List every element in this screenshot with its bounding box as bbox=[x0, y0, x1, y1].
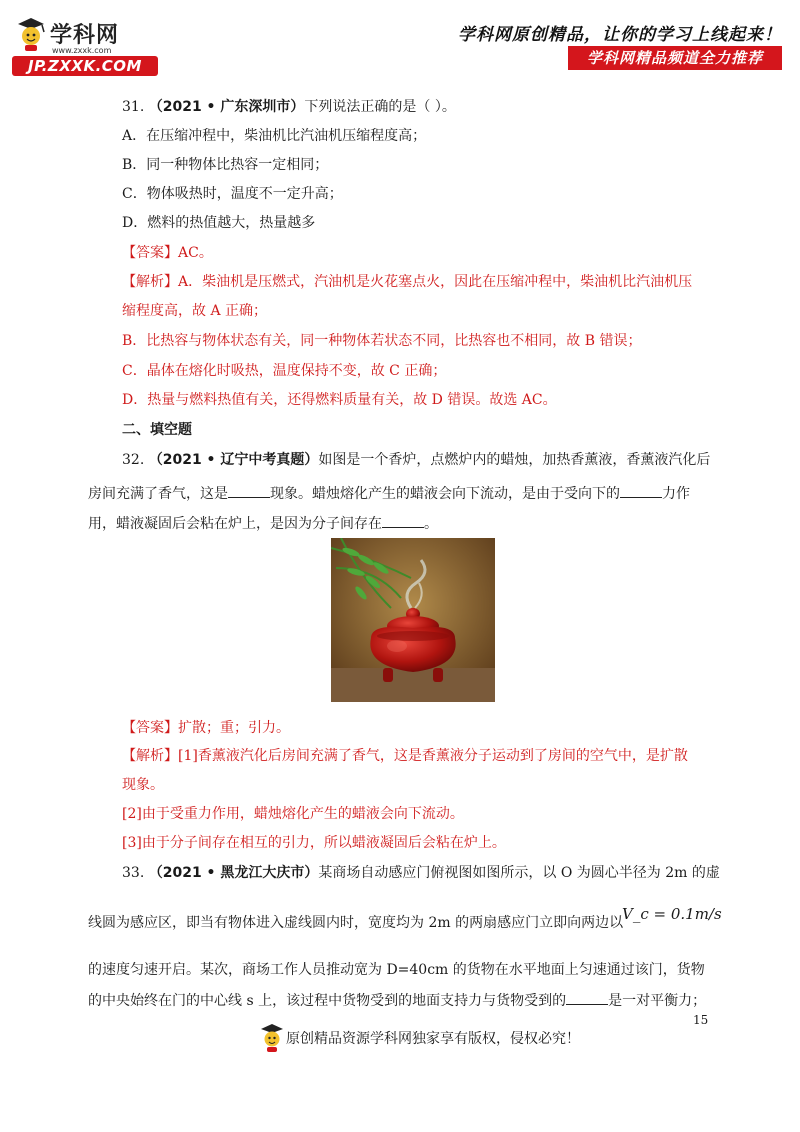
mascot-icon bbox=[14, 16, 48, 52]
header-tagline: 学科网精品频道全力推荐 bbox=[568, 46, 782, 70]
q33-velocity-formula: V_c = 0.1m/s bbox=[622, 905, 722, 923]
q32-text-1: 如图是一个香炉，点燃炉内的蜡烛，加热香薰液，香薰液汽化后 bbox=[318, 452, 711, 468]
section-title: 二、填空题 bbox=[122, 422, 192, 438]
q32-line-1 bbox=[122, 450, 710, 470]
q32-blank-3[interactable] bbox=[382, 513, 424, 528]
q31-answer-label: 【答案】 bbox=[122, 245, 178, 261]
footer-copyright: 原创精品资源学科网独家享有版权，侵权必究！ bbox=[286, 1031, 580, 1047]
q33-line-4 bbox=[88, 990, 706, 1011]
q31-analysis-4: C．晶体在熔化时吸热，温度保持不变，故 C 正确； bbox=[122, 363, 447, 379]
q32-analysis-label: 【解析】 bbox=[122, 748, 178, 764]
q31-option-a: A．在压缩冲程中，柴油机比汽油机压缩程度高； bbox=[122, 128, 427, 144]
q31-stem-line bbox=[122, 97, 456, 117]
q32-answer-label: 【答案】 bbox=[122, 720, 178, 736]
q32-analysis-2: 现象。 bbox=[122, 777, 164, 793]
header-slogan: 学科网原创精品，让你的学习上线起来！ bbox=[458, 25, 782, 45]
q33-line-1 bbox=[122, 863, 720, 883]
q31-source: （2021 • 广东深圳市） bbox=[148, 99, 305, 115]
q33-line-3: 的速度匀速开启。某次，商场工作人员推动宽为 D=40cm 的货物在水平地面上匀速通过该门，货物 bbox=[88, 962, 705, 978]
q32-text-3a: 用，蜡液凝固后会粘在炉上，是因为分子间存在 bbox=[88, 516, 382, 532]
page-header bbox=[0, 0, 800, 80]
q32-analysis-1: [1]香薰液汽化后房间充满了香气，这是香薰液分子运动到了房间的空气中，是扩散 bbox=[178, 748, 688, 764]
q32-line-2 bbox=[88, 483, 690, 504]
logo-url-small: www.zxxk.com bbox=[52, 46, 112, 55]
q33-number: 33. bbox=[122, 865, 145, 881]
q32-blank-1[interactable] bbox=[228, 483, 270, 498]
q31-answer bbox=[122, 243, 213, 263]
q31-number: 31. bbox=[122, 99, 145, 115]
zxxk-logo[interactable] bbox=[12, 16, 162, 74]
q31-stem: 下列说法正确的是（ ）。 bbox=[304, 99, 456, 115]
q31-option-c: C．物体吸热时，温度不一定升高； bbox=[122, 186, 343, 202]
q33-text-4a: 的中央始终在门的中心线 s 上，该过程中货物受到的地面支持力与货物受到的 bbox=[88, 993, 567, 1009]
q31-analysis-5: D．热量与燃料热值有关，还得燃料质量有关，故 D 错误。故选 AC。 bbox=[122, 392, 557, 408]
q33-text-4b: 是一对平衡力； bbox=[608, 993, 707, 1009]
q31-option-d: D．燃料的热值越大，热量越多 bbox=[122, 215, 316, 231]
q32-text-2b: 现象。蜡烛熔化产生的蜡液会向下流动，是由于受向下的 bbox=[270, 486, 620, 502]
q33-blank-1[interactable] bbox=[566, 990, 608, 1005]
q32-number: 32. bbox=[122, 452, 145, 468]
page-number: 15 bbox=[693, 1013, 709, 1027]
incense-burner-image bbox=[331, 538, 495, 702]
q31-answer-value: AC。 bbox=[178, 245, 213, 261]
q32-text-2a: 房间充满了香气，这是 bbox=[88, 486, 228, 502]
q33-line-2: 线圆为感应区，即当有物体进入虚线圆内时，宽度均为 2m 的两扇感应门立即向两边以 bbox=[88, 915, 624, 931]
logo-text: 学科网 bbox=[50, 23, 120, 48]
q32-analysis-3: [2]由于受重力作用，蜡烛熔化产生的蜡液会向下流动。 bbox=[122, 806, 464, 822]
q31-analysis-line bbox=[122, 272, 692, 292]
q33-text-1: 某商场自动感应门俯视图如图所示，以 O 为圆心半径为 2m 的虚 bbox=[318, 865, 720, 881]
q31-analysis-label: 【解析】 bbox=[122, 274, 178, 290]
q32-analysis-line bbox=[122, 746, 688, 766]
q31-analysis-1: A．柴油机是压燃式，汽油机是火花塞点火，因此在压缩冲程中，柴油机比汽油机压 bbox=[178, 274, 693, 290]
q32-answer-value: 扩散；重；引力。 bbox=[178, 720, 290, 736]
logo-url-banner: JP.ZXXK.COM bbox=[12, 56, 158, 76]
q31-analysis-2: 缩程度高，故 A 正确； bbox=[122, 303, 268, 319]
q33-source: （2021 • 黑龙江大庆市） bbox=[148, 865, 319, 881]
q31-option-b: B．同一种物体比热容一定相同； bbox=[122, 157, 329, 173]
q32-text-2c: 力作 bbox=[662, 486, 690, 502]
q32-source: （2021 • 辽宁中考真题） bbox=[148, 452, 319, 468]
q32-line-3 bbox=[88, 513, 438, 534]
q32-text-3b: 。 bbox=[424, 516, 438, 532]
q32-blank-2[interactable] bbox=[620, 483, 662, 498]
mascot-icon bbox=[258, 1022, 286, 1054]
q31-analysis-3: B．比热容与物体状态有关，同一种物体若状态不同，比热容也不相同，故 B 错误； bbox=[122, 333, 642, 349]
q32-answer bbox=[122, 718, 290, 738]
q32-analysis-4: [3]由于分子间存在相互的引力，所以蜡液凝固后会粘在炉上。 bbox=[122, 835, 506, 851]
